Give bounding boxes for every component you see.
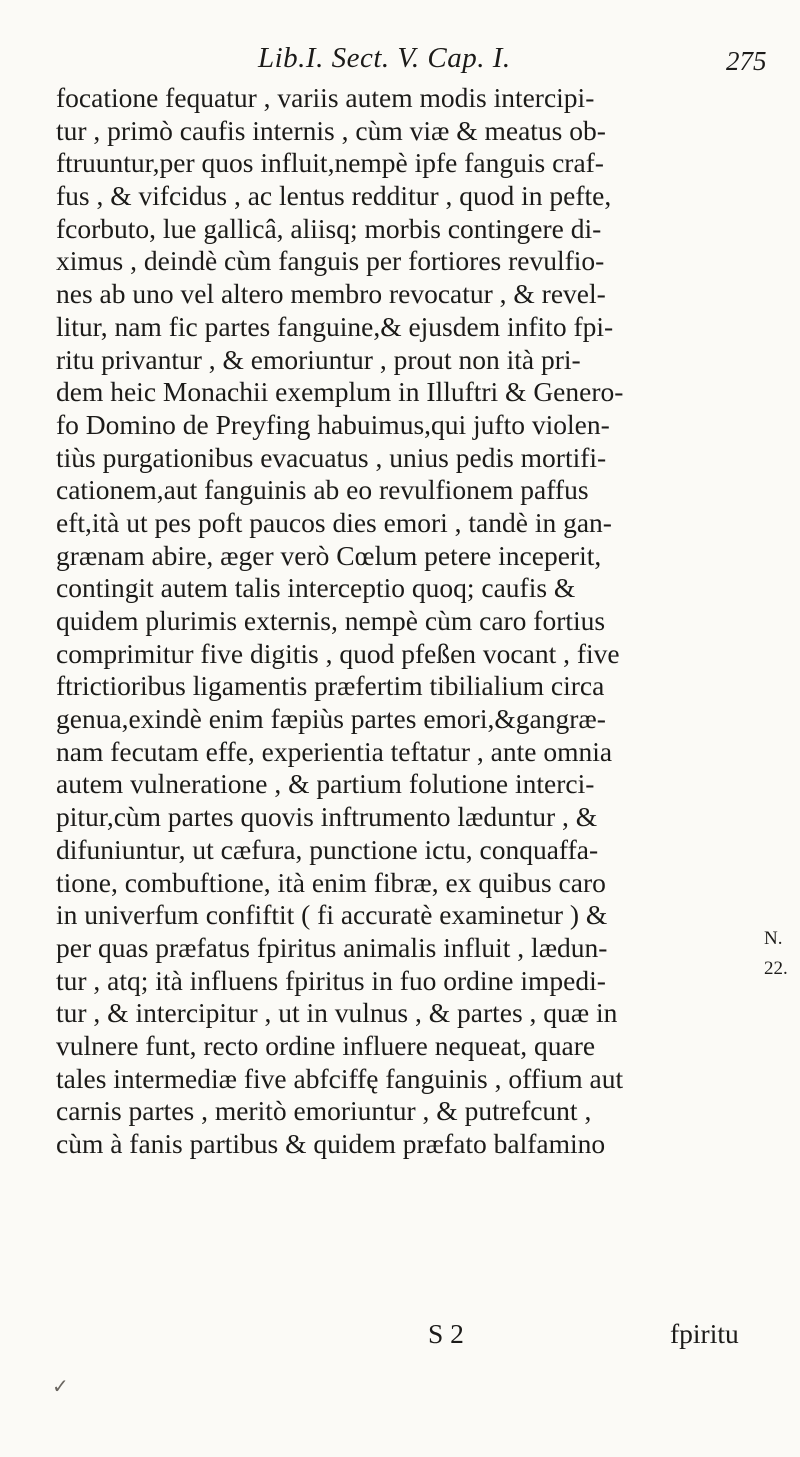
text-line: fcorbuto, lue gallicâ, aliisq; morbis contingere di- — [56, 212, 602, 244]
page-number: 275 — [726, 46, 767, 76]
page-header — [0, 36, 800, 76]
text-line: ximus , deindè cùm fanguis per fortiores revulfio- — [56, 245, 605, 277]
text-line: fus , & vifcidus , ac lentus redditur , quod in pefte, — [56, 180, 612, 212]
text-line: pitur,cùm partes quovis inftrumento læduntur , & — [56, 801, 598, 833]
text-line: tiùs purgationibus evacuatus , unius pedis mortifi- — [56, 441, 607, 473]
footer-line — [56, 1318, 756, 1350]
text-line: difuniuntur, ut cæfura, punctione ictu, conquaffa- — [56, 833, 599, 865]
text-line: tur , & intercipitur , ut in vulnus , & partes , quæ in — [56, 997, 618, 1029]
text-line: nes ab uno vel altero membro revocatur , & revel- — [56, 278, 606, 310]
body-text — [56, 82, 756, 1161]
text-line: comprimitur five digitis , quod pfeßen vocant , five — [56, 637, 620, 669]
text-line: dem heic Monachii exemplum in Illuftri & Genero- — [56, 376, 624, 408]
margin-note-22: 22. — [764, 958, 788, 979]
text-line: nam fecutam effe, experientia teftatur , ante omnia — [56, 735, 613, 767]
text-line: tur , atq; ità influens fpiritus in fuo ordine impedi- — [56, 964, 606, 996]
text-line: focatione fequatur , variis autem modis intercipi- — [56, 82, 595, 113]
text-line: cùm à fanis partibus & quidem præfato balfamino — [56, 1128, 606, 1159]
text-line: contingit autem talis interceptio quoq; caufis & — [56, 572, 576, 604]
pencil-mark: ✓ — [52, 1374, 69, 1398]
text-line: genua,exindè enim fæpiùs partes emori,&gangræ- — [56, 703, 606, 735]
text-line: per quas præfatus fpiritus animalis influit , lædun- — [56, 931, 608, 963]
text-line: carnis partes , meritò emoriuntur , & putrefcunt , — [56, 1095, 592, 1127]
catchword: fpiritu — [670, 1318, 739, 1349]
text-line: cationem,aut fanguinis ab eo revulfionem paffus — [56, 474, 589, 506]
text-line: ritu privantur , & emoriuntur , prout non ità pri- — [56, 343, 581, 375]
text-line: grænam abire, æger verò Cœlum petere inceperit, — [56, 539, 602, 571]
text-line: tales intermediæ five abfciffę fanguinis , offium aut — [56, 1062, 624, 1094]
margin-note-n: N. — [764, 928, 783, 949]
text-line: autem vulneratione , & partium folutione interci- — [56, 768, 595, 800]
text-line: ftrictioribus ligamentis præfertim tibilialium circa — [56, 670, 605, 702]
signature-mark: S 2 — [428, 1318, 464, 1349]
running-head: Lib.I. Sect. V. Cap. I. — [258, 42, 511, 74]
text-line: tione, combuftione, ità enim fibræ, ex quibus caro — [56, 866, 606, 898]
text-line: ftruuntur,per quos influit,nempè ipfe fanguis craf- — [56, 147, 604, 179]
text-line: fo Domino de Preyfing habuimus,qui jufto violen- — [56, 408, 610, 440]
text-line: in univerfum confiftit ( fi accuratè examinetur ) & — [56, 899, 608, 931]
text-line: quidem plurimis externis, nempè cùm caro fortius — [56, 605, 606, 636]
text-line: litur, nam fic partes fanguine,& ejusdem infito fpi- — [56, 310, 614, 342]
text-line: eft,ità ut pes poft paucos dies emori , tandè in gan- — [56, 506, 612, 538]
text-line: tur , primò caufis internis , cùm viæ & meatus ob- — [56, 114, 606, 146]
text-line: vulnere funt, recto ordine influere nequeat, quare — [56, 1029, 596, 1061]
